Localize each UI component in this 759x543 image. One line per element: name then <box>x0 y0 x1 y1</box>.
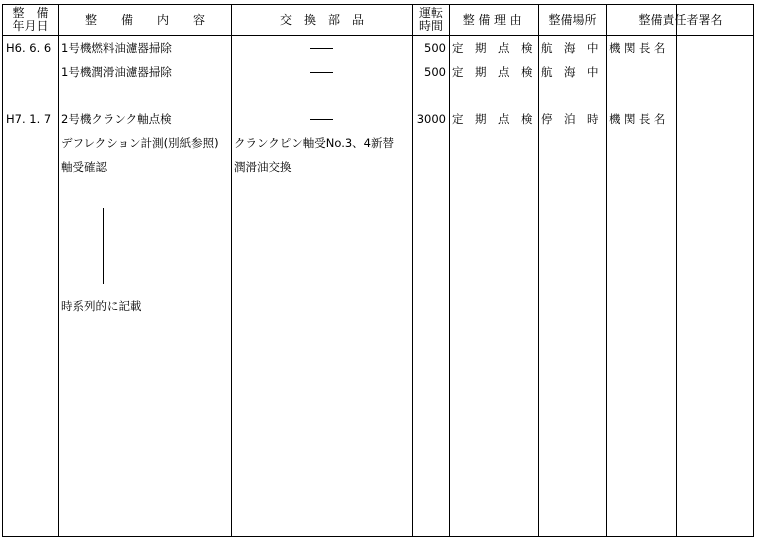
column-divider <box>58 5 59 536</box>
row-3-parts-dash <box>310 119 333 120</box>
column-divider <box>231 5 232 536</box>
header-hours: 運転 時間 <box>418 6 443 33</box>
column-divider <box>676 5 677 536</box>
row-1-hours: 500 <box>424 41 446 55</box>
row-1-reason: 定 期 点 検 <box>452 41 533 55</box>
column-divider <box>449 5 450 536</box>
header-parts: 交 換 部 品 <box>279 12 364 27</box>
row-4-parts: クランクピン軸受No.3、4新替 <box>234 136 394 150</box>
column-divider <box>538 5 539 536</box>
row-1-date: H6. 6. 6 <box>6 41 52 55</box>
header-date: 整 備 年月日 <box>12 6 49 33</box>
column-divider <box>412 5 413 536</box>
row-2-place: 航 海 中 <box>541 65 599 79</box>
column-divider <box>606 5 607 536</box>
header-content: 整 備 内 容 <box>84 12 205 27</box>
row-3-reason: 定 期 点 検 <box>452 112 533 126</box>
row-3-content: 2号機クランク軸点検 <box>61 112 172 126</box>
chronological-note: 時系列的に記載 <box>61 299 142 313</box>
header-sign: 整備責任者署名 <box>638 12 723 27</box>
row-3-sign: 機関長名 <box>609 112 669 126</box>
row-2-content: 1号機潤滑油濾器掃除 <box>61 65 172 79</box>
continuation-line <box>103 208 104 284</box>
row-1-parts-dash <box>310 48 333 49</box>
row-5-parts: 潤滑油交換 <box>234 160 292 174</box>
header-divider <box>3 35 753 36</box>
row-3-hours: 3000 <box>416 112 446 126</box>
row-1-place: 航 海 中 <box>541 41 599 55</box>
row-1-sign: 機関長名 <box>609 41 669 55</box>
row-1-content: 1号機燃料油濾器掃除 <box>61 41 172 55</box>
row-3-place: 停 泊 時 <box>541 112 599 126</box>
header-reason: 整備理由 <box>462 12 526 27</box>
row-2-parts-dash <box>310 72 333 73</box>
maintenance-record-table <box>2 4 754 537</box>
row-3-date: H7. 1. 7 <box>6 112 52 126</box>
row-2-reason: 定 期 点 検 <box>452 65 533 79</box>
row-5-content: 軸受確認 <box>61 160 107 174</box>
row-2-hours: 500 <box>424 65 446 79</box>
header-place: 整備場所 <box>548 12 597 27</box>
row-4-content: デフレクション計測(別紙参照) <box>61 136 219 150</box>
